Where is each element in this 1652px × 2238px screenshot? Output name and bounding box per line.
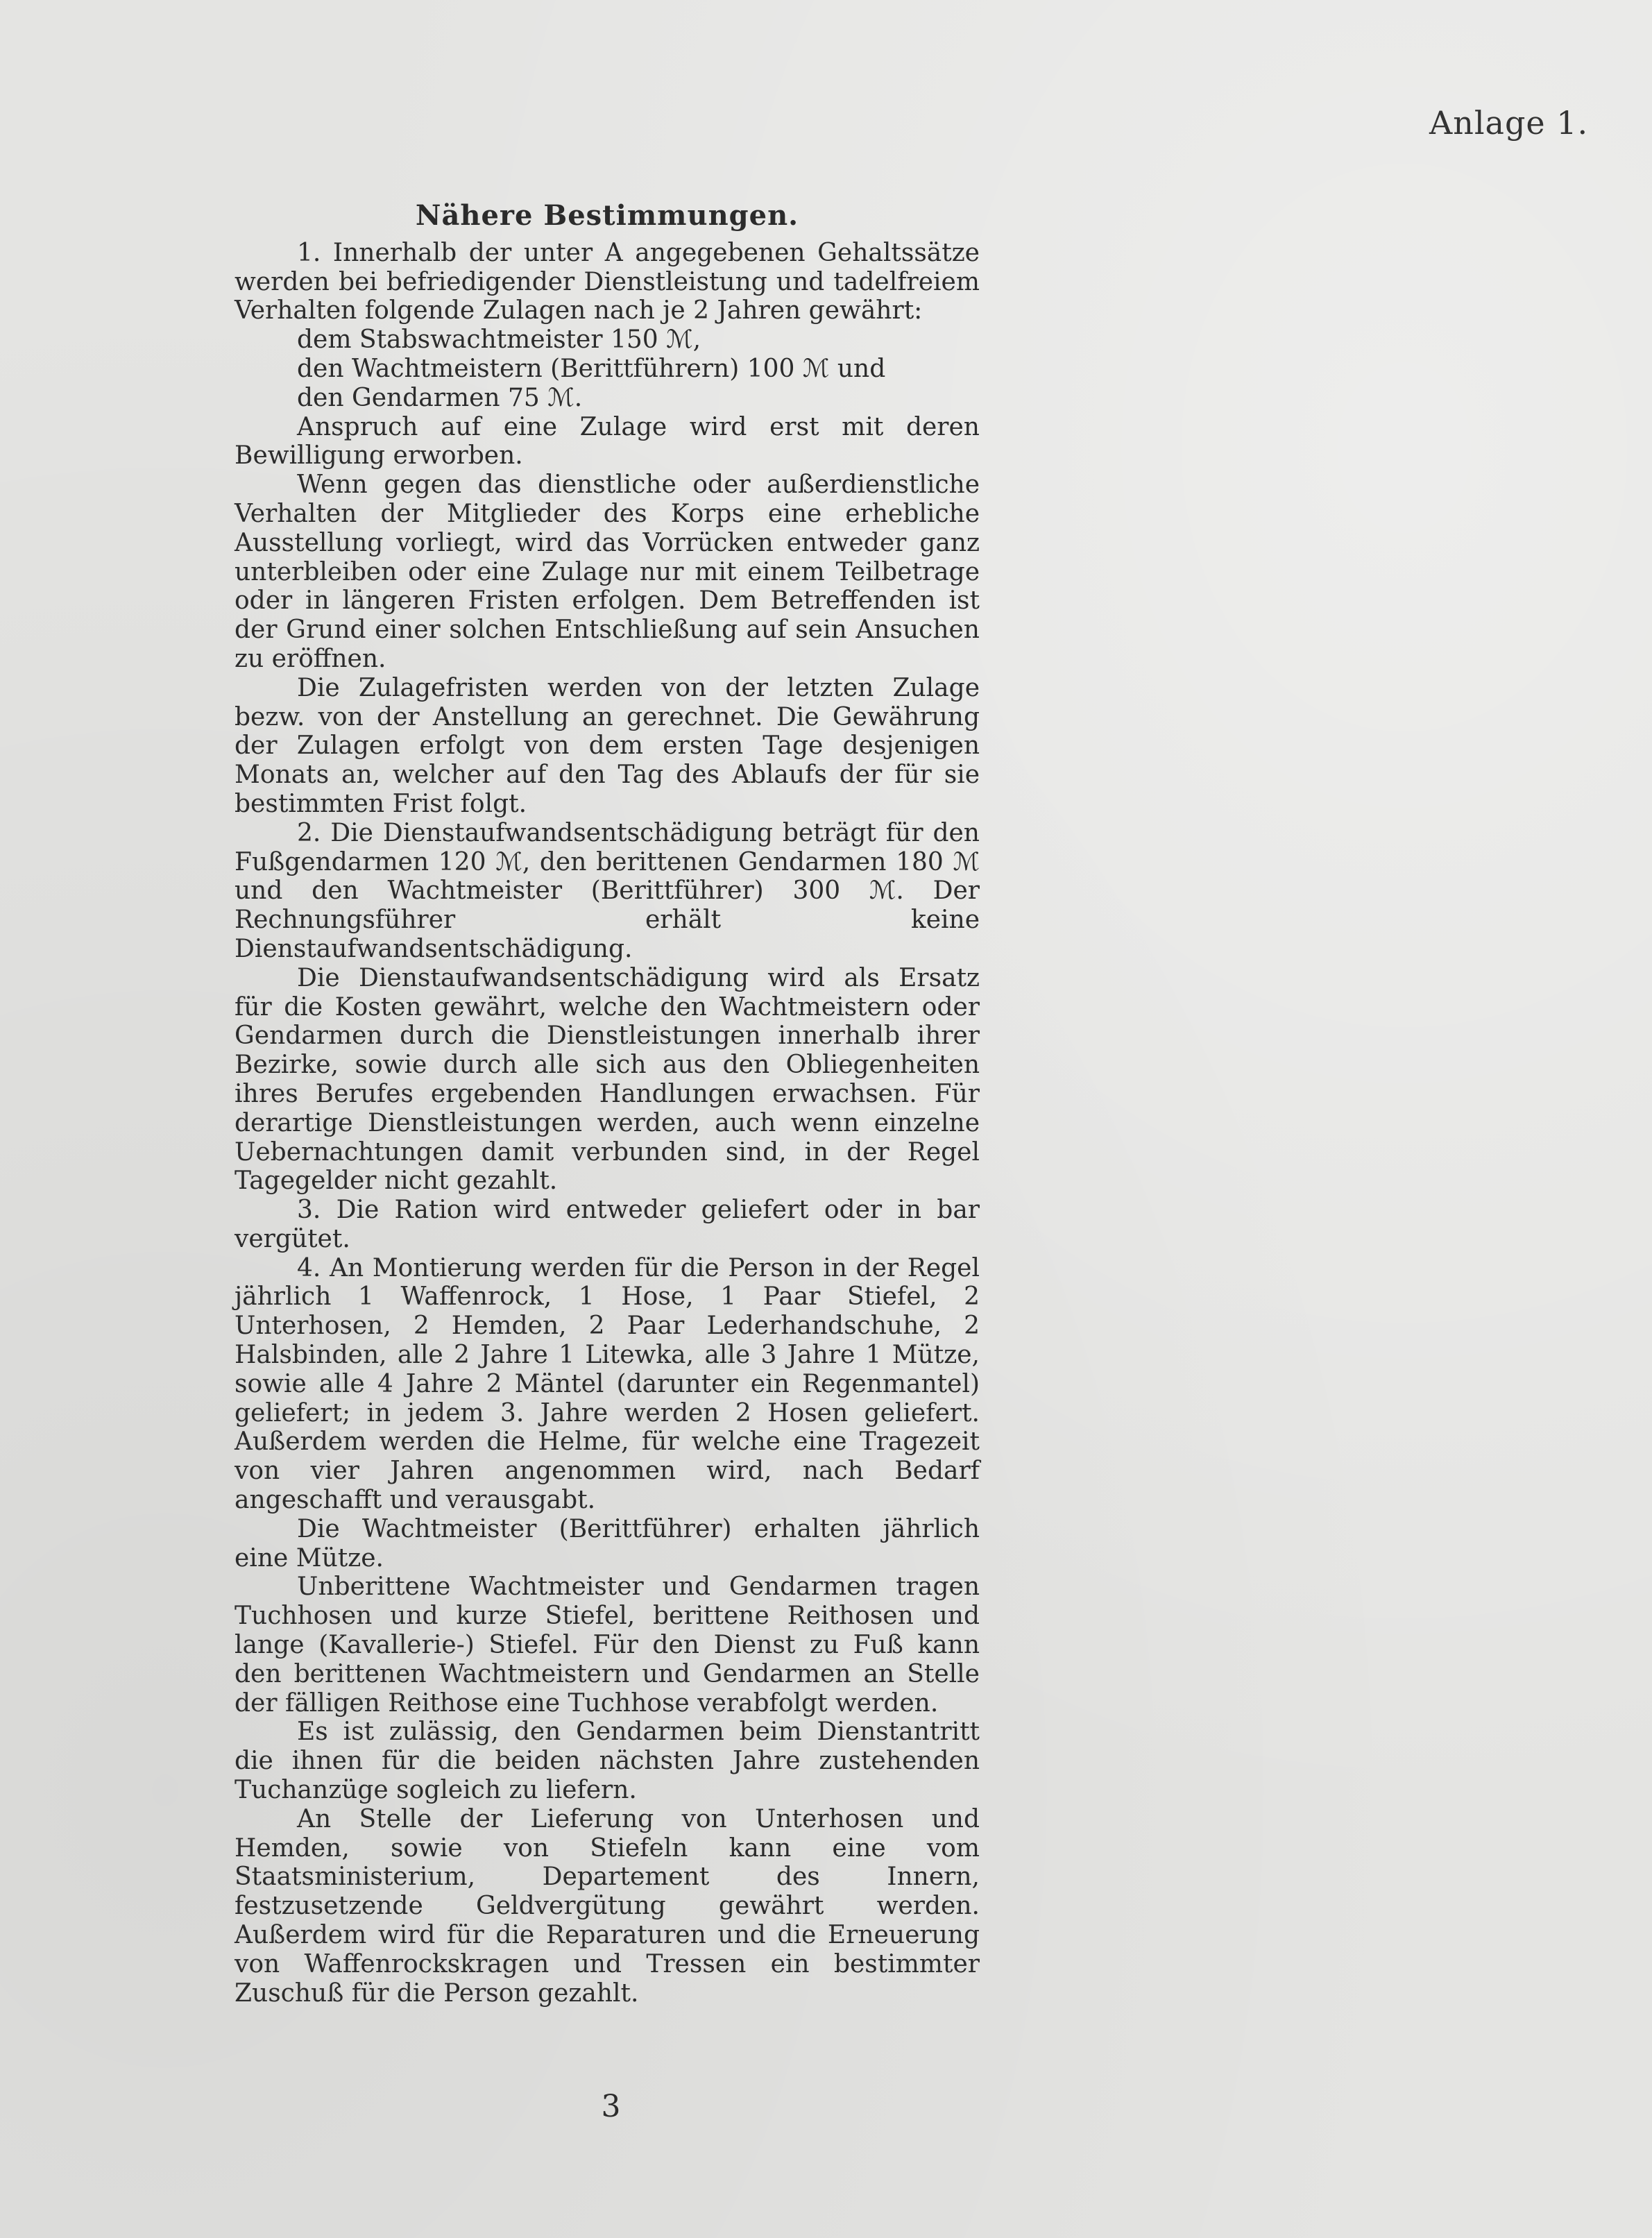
paragraph: Unberittene Wachtmeister und Gendarmen tragen Tuchhosen und kurze Stiefel, berittene Reithosen und lange (Kavallerie-) Stiefel. Für den Dienst zu Fuß kann den berittenen Wachtmeistern und Gendarmen an Stelle der fälligen Reithose eine Tuchhose verabfolgt werden. bbox=[235, 1572, 980, 1718]
body-text bbox=[235, 201, 980, 2008]
paragraph: Anspruch auf eine Zulage wird erst mit deren Bewilligung erworben. bbox=[235, 412, 980, 471]
annex-label: Anlage 1. bbox=[1429, 104, 1589, 142]
paragraph: 4. An Montierung werden für die Person in der Regel jährlich 1 Waffenrock, 1 Hose, 1 Paar Stiefel, 2 Unterhosen, 2 Hemden, 2 Paar Lederhandschuhe, 2 Halsbinden, alle 2 Jahre 1 Litewka, alle 3 Jahre 1 Mütze, sowie alle 4 Jahre 2 Mäntel (darunter ein Regenmantel) geliefert; in jedem 3. Jahre werden 2 Hosen geliefert. Außerdem werden die Helme, für welche eine Tragezeit von vier Jahren angenommen wird, nach Bedarf angeschafft und verausgabt. bbox=[235, 1253, 980, 1515]
allowance-line: den Gendarmen 75 ℳ. bbox=[297, 383, 583, 412]
paragraph: Wenn gegen das dienstliche oder außerdienstliche Verhalten der Mitglieder des Korps eine erhebliche Ausstellung vorliegt, wird das Vorrücken entweder ganz unterbleiben oder eine Zulage nur mit einem Teilbetrage oder in längeren Fristen erfolgen. Dem Betreffenden ist der Grund einer solchen Entschließung auf sein Ansuchen zu eröffnen. bbox=[235, 471, 980, 673]
paragraph: Es ist zulässig, den Gendarmen beim Dienstantritt die ihnen für die beiden nächsten Jahre zustehenden Tuchanzüge sogleich zu liefern. bbox=[235, 1718, 980, 1805]
paragraph: Die Wachtmeister (Berittführer) erhalten jährlich eine Mütze. bbox=[235, 1514, 980, 1572]
paragraph: 3. Die Ration wird entweder geliefert oder in bar vergütet. bbox=[235, 1196, 980, 1253]
allowance-line: dem Stabswachtmeister 150 ℳ, bbox=[297, 325, 701, 355]
paragraph: 1. Innerhalb der unter A angegebenen Gehaltssätze werden bei befriedigender Dienstleistung und tadelfreiem Verhalten folgende Zulagen nach je 2 Jahren gewährt: bbox=[235, 238, 980, 325]
paragraph: Die Dienstaufwandsentschädigung wird als Ersatz für die Kosten gewährt, welche den Wachtmeistern oder Gendarmen durch die Dienstleistungen innerhalb ihrer Bezirke, sowie durch alle sich aus den Obliegenheiten ihres Berufes ergebenden Handlungen erwachsen. Für derartige Dienstleistungen werden, auch wenn einzelne Uebernachtungen damit verbunden sind, in der Regel Tagegelder nicht gezahlt. bbox=[235, 963, 980, 1196]
allowance-line: den Wachtmeistern (Berittführern) 100 ℳ und bbox=[297, 354, 886, 383]
page-number: 3 bbox=[601, 2089, 621, 2124]
section-heading: Nähere Bestimmungen. bbox=[415, 199, 799, 232]
paragraph: Die Zulagefristen werden von der letzten Zulage bezw. von der Anstellung an gerechnet. Die Gewährung der Zulagen erfolgt von dem ersten Tage desjenigen Monats an, welcher auf den Tag des Ablaufs der für sie bestimmten Frist folgt. bbox=[235, 673, 980, 818]
paragraph: 2. Die Dienstaufwandsentschädigung beträgt für den Fußgendarmen 120 ℳ, den berittenen Gendarmen 180 ℳ und den Wachtmeister (Berittführer) 300 ℳ. Der Rechnungsführer erhält keine Dienstaufwandsentschädigung. bbox=[235, 818, 980, 963]
paragraph: An Stelle der Lieferung von Unterhosen und Hemden, sowie von Stiefeln kann eine vom Staatsministerium, Departement des Innern, festzusetzende Geldvergütung gewährt werden. Außerdem wird für die Reparaturen und die Erneuerung von Waffenrockskragen und Tressen ein bestimmter Zuschuß für die Person gezahlt. bbox=[235, 1804, 980, 2008]
